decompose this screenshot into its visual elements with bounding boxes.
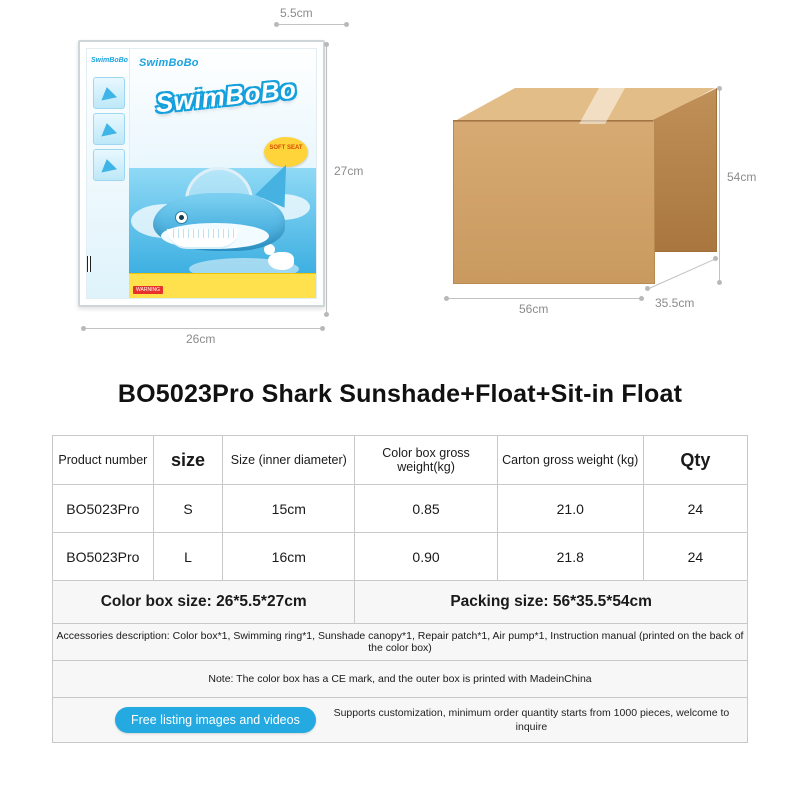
shark-float-graphic <box>145 167 290 259</box>
packing-size-value: Packing size: 56*35.5*54cm <box>355 581 748 624</box>
cell-inner-diameter: 15cm <box>223 485 355 533</box>
cell-product-number: BO5023Pro <box>53 485 154 533</box>
thumbnail-icon-2 <box>93 113 125 145</box>
dim-dot <box>713 256 718 261</box>
dim-dot <box>344 22 349 27</box>
carton-front-face <box>453 120 655 284</box>
cell-colorbox-gross-weight: 0.85 <box>355 485 497 533</box>
table-row <box>53 485 748 533</box>
table-row <box>53 533 748 581</box>
color-box-illustration <box>78 6 364 346</box>
color-box <box>78 40 325 307</box>
dim-carton-width: 56cm <box>519 302 549 316</box>
shark-eye <box>175 211 188 224</box>
dim-dot <box>274 22 279 27</box>
dim-line-depth <box>276 24 348 25</box>
cell-inner-diameter: 16cm <box>223 533 355 581</box>
dim-line-horizontal <box>84 328 324 329</box>
box-brand-title: SwimBoBo <box>154 73 298 119</box>
cell-carton-gross-weight: 21.0 <box>497 485 643 533</box>
thumbnail-icon-1 <box>93 77 125 109</box>
dim-line-vertical <box>326 44 327 316</box>
fin-shape-icon <box>99 85 117 100</box>
footer-content <box>53 698 747 742</box>
fin-shape-icon <box>99 157 117 172</box>
cell-size: L <box>153 533 223 581</box>
table-header-row <box>53 436 748 485</box>
dim-dot <box>444 296 449 301</box>
brand-logo: SwimBoBo <box>139 57 199 69</box>
dim-carton-height: 54cm <box>727 170 757 184</box>
free-listing-badge[interactable]: Free listing images and videos <box>115 707 316 733</box>
dim-dot <box>81 326 86 331</box>
cell-product-number: BO5023Pro <box>53 533 154 581</box>
carton-illustration <box>437 60 757 316</box>
dim-line-horizontal <box>447 298 643 299</box>
footer-row <box>53 698 748 743</box>
carton-seam <box>453 120 653 122</box>
header-qty: Qty <box>643 436 747 485</box>
shark-teeth <box>169 229 237 238</box>
dim-dot <box>320 326 325 331</box>
header-inner-diameter: Size (inner diameter) <box>223 436 355 485</box>
dim-carton-depth: 35.5cm <box>655 296 695 310</box>
cell-colorbox-gross-weight: 0.90 <box>355 533 497 581</box>
cell-carton-gross-weight: 21.8 <box>497 533 643 581</box>
dim-line-vertical <box>719 88 720 284</box>
color-box-size-value: Color box size: 26*5.5*27cm <box>53 581 355 624</box>
specification-table-wrapper <box>52 435 748 743</box>
color-box-side-strip <box>87 49 130 298</box>
packaging-illustration <box>0 0 800 365</box>
header-carton-gross-weight: Carton gross weight (kg) <box>497 436 643 485</box>
fin-shape-icon <box>99 121 117 136</box>
dim-dot <box>639 296 644 301</box>
customization-note: Supports customization, minimum order quantity starts from 1000 pieces, welcome to inquire <box>333 707 730 733</box>
dim-colorbox-height: 27cm <box>334 164 364 178</box>
dim-line-depth <box>649 259 715 289</box>
page-title: BO5023Pro Shark Sunshade+Float+Sit-in Float <box>117 380 683 408</box>
header-product-number: Product number <box>53 436 154 485</box>
footer-cell <box>53 698 748 743</box>
cell-qty: 24 <box>643 485 747 533</box>
dim-dot <box>324 42 329 47</box>
cell-qty: 24 <box>643 533 747 581</box>
cell-size: S <box>153 485 223 533</box>
note-text: Note: The color box has a CE mark, and the outer box is printed with MadeinChina <box>53 661 748 698</box>
thumbnail-icon-3 <box>93 149 125 181</box>
warning-label: WARNING <box>133 286 163 294</box>
dim-dot <box>717 280 722 285</box>
note-row <box>53 661 748 698</box>
brand-logo-small: SwimBoBo <box>91 57 128 64</box>
dim-dot <box>645 286 650 291</box>
specification-table <box>52 435 748 743</box>
color-box-artwork <box>86 48 317 299</box>
accessories-description: Accessories description: Color box*1, Swimming ring*1, Sunshade canopy*1, Repair patch*1, Air pump*1, Instruction manual (printed on the back of the color box) <box>53 624 748 661</box>
header-size: size <box>153 436 223 485</box>
barcode-icon <box>86 256 91 272</box>
accessories-row <box>53 624 748 661</box>
dim-colorbox-depth: 5.5cm <box>280 6 313 20</box>
dim-dot <box>324 312 329 317</box>
soft-seat-badge-label: SOFT SEAT <box>269 145 303 151</box>
dim-colorbox-width: 26cm <box>186 332 216 346</box>
table-summary-row <box>53 581 748 624</box>
dim-dot <box>717 86 722 91</box>
header-colorbox-gross-weight: Color box gross weight(kg) <box>355 436 497 485</box>
